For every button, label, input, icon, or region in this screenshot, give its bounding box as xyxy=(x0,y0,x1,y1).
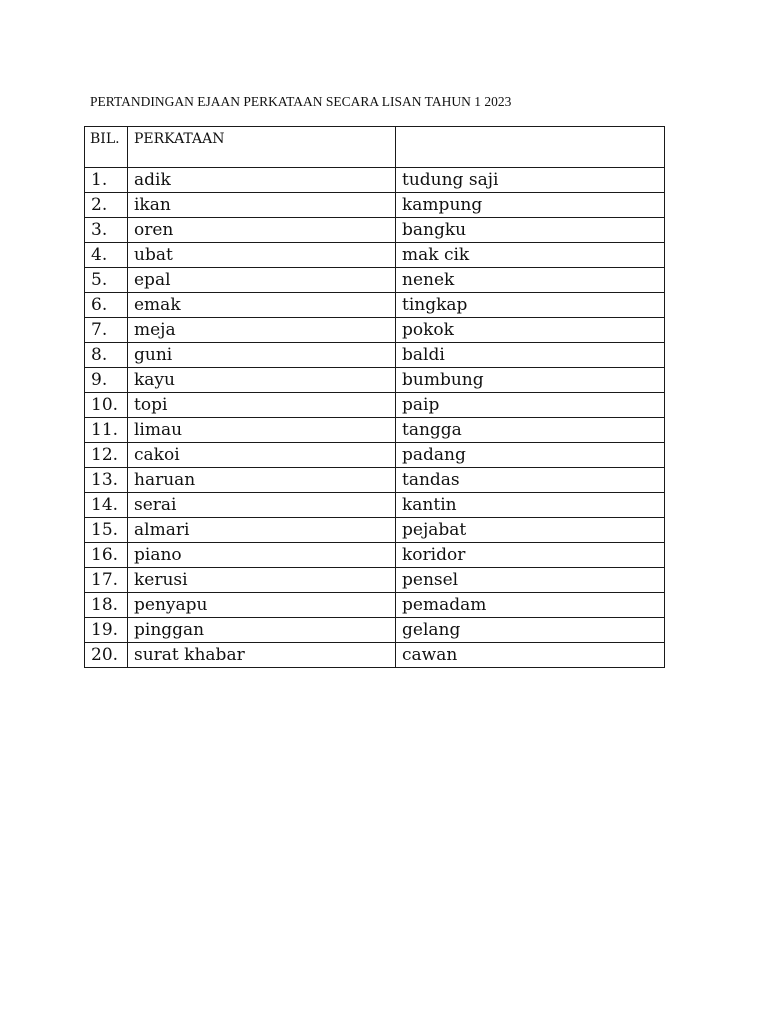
word-cell-a: kerusi xyxy=(128,568,396,593)
word-cell-b: baldi xyxy=(396,343,665,368)
word-cell-a: meja xyxy=(128,318,396,343)
table-row xyxy=(85,643,665,668)
table-row xyxy=(85,343,665,368)
word-cell-a: pinggan xyxy=(128,618,396,643)
word-cell-a: oren xyxy=(128,218,396,243)
header-perkataan: PERKATAAN xyxy=(128,127,396,168)
word-cell-a: ikan xyxy=(128,193,396,218)
header-empty xyxy=(396,127,665,168)
row-number: 15. xyxy=(85,518,128,543)
header-bil: BIL. xyxy=(85,127,128,168)
table-row xyxy=(85,568,665,593)
table-row xyxy=(85,318,665,343)
document-title: PERTANDINGAN EJAAN PERKATAAN SECARA LISAN TAHUN 1 2023 xyxy=(90,94,512,109)
word-cell-b: bangku xyxy=(396,218,665,243)
word-cell-b: kampung xyxy=(396,193,665,218)
row-number: 16. xyxy=(85,543,128,568)
word-cell-a: ubat xyxy=(128,243,396,268)
row-number: 10. xyxy=(85,393,128,418)
row-number: 2. xyxy=(85,193,128,218)
table-header-row xyxy=(85,127,665,168)
word-cell-a: adik xyxy=(128,168,396,193)
row-number: 20. xyxy=(85,643,128,668)
row-number: 18. xyxy=(85,593,128,618)
table-row xyxy=(85,243,665,268)
word-cell-b: pensel xyxy=(396,568,665,593)
word-cell-a: surat khabar xyxy=(128,643,396,668)
table-row xyxy=(85,518,665,543)
word-cell-a: guni xyxy=(128,343,396,368)
word-cell-a: almari xyxy=(128,518,396,543)
table-row xyxy=(85,218,665,243)
table-row xyxy=(85,368,665,393)
table-row xyxy=(85,393,665,418)
table-row xyxy=(85,193,665,218)
word-cell-b: kantin xyxy=(396,493,665,518)
word-cell-b: bumbung xyxy=(396,368,665,393)
row-number: 14. xyxy=(85,493,128,518)
row-number: 4. xyxy=(85,243,128,268)
word-cell-a: cakoi xyxy=(128,443,396,468)
row-number: 8. xyxy=(85,343,128,368)
word-table-body xyxy=(85,127,665,668)
word-cell-b: pemadam xyxy=(396,593,665,618)
word-cell-b: tudung saji xyxy=(396,168,665,193)
word-cell-a: kayu xyxy=(128,368,396,393)
row-number: 11. xyxy=(85,418,128,443)
word-cell-b: pokok xyxy=(396,318,665,343)
row-number: 13. xyxy=(85,468,128,493)
table-row xyxy=(85,418,665,443)
table-row xyxy=(85,268,665,293)
word-cell-a: haruan xyxy=(128,468,396,493)
row-number: 6. xyxy=(85,293,128,318)
table-row xyxy=(85,293,665,318)
table-row xyxy=(85,443,665,468)
word-cell-b: nenek xyxy=(396,268,665,293)
row-number: 19. xyxy=(85,618,128,643)
word-cell-b: koridor xyxy=(396,543,665,568)
word-cell-b: mak cik xyxy=(396,243,665,268)
table-row xyxy=(85,543,665,568)
word-cell-a: emak xyxy=(128,293,396,318)
word-cell-a: epal xyxy=(128,268,396,293)
row-number: 7. xyxy=(85,318,128,343)
row-number: 17. xyxy=(85,568,128,593)
word-cell-b: cawan xyxy=(396,643,665,668)
word-cell-b: padang xyxy=(396,443,665,468)
row-number: 12. xyxy=(85,443,128,468)
table-row xyxy=(85,618,665,643)
word-cell-a: serai xyxy=(128,493,396,518)
word-cell-b: gelang xyxy=(396,618,665,643)
word-cell-b: tandas xyxy=(396,468,665,493)
word-cell-a: topi xyxy=(128,393,396,418)
word-cell-b: pejabat xyxy=(396,518,665,543)
row-number: 1. xyxy=(85,168,128,193)
table-row xyxy=(85,493,665,518)
row-number: 3. xyxy=(85,218,128,243)
word-cell-b: paip xyxy=(396,393,665,418)
word-cell-b: tangga xyxy=(396,418,665,443)
word-table xyxy=(84,126,665,668)
table-row xyxy=(85,168,665,193)
word-cell-a: limau xyxy=(128,418,396,443)
word-cell-a: penyapu xyxy=(128,593,396,618)
table-row xyxy=(85,468,665,493)
word-cell-b: tingkap xyxy=(396,293,665,318)
row-number: 5. xyxy=(85,268,128,293)
table-row xyxy=(85,593,665,618)
row-number: 9. xyxy=(85,368,128,393)
word-cell-a: piano xyxy=(128,543,396,568)
